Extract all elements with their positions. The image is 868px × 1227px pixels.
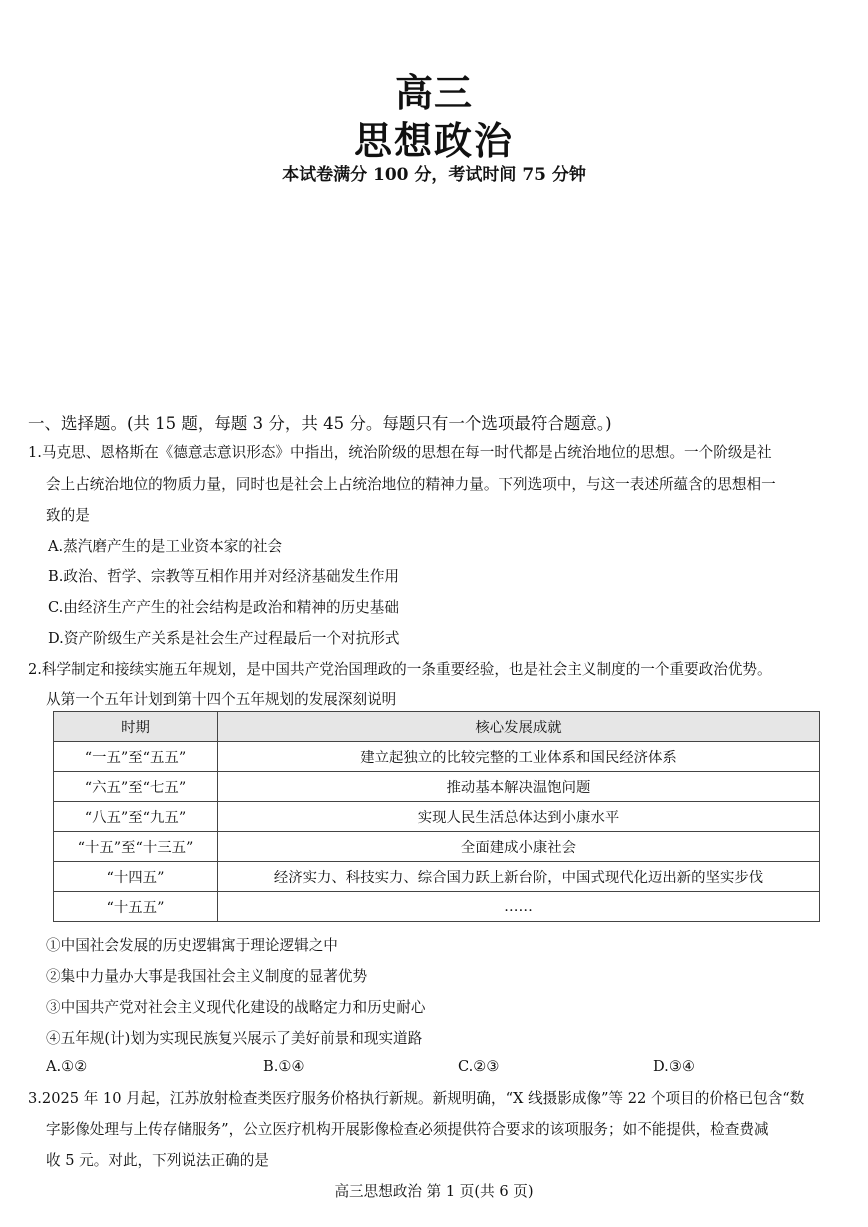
q1-option-c: C.由经济生产产生的社会结构是政治和精神的历史基础: [48, 599, 399, 616]
table-cell-achievement: 全面建成小康社会: [218, 832, 820, 862]
table-row: [54, 742, 820, 772]
q2-statement-4: ④五年规(计)划为实现民族复兴展示了美好前景和现实道路: [46, 1030, 423, 1047]
q1-stem-line: 致的是: [46, 507, 90, 524]
q3-stem-line: 字影像处理与上传存储服务”，公立医疗机构开展影像检查必须提供符合要求的该项服务；如不能提供，检查费减: [46, 1121, 769, 1138]
table-header-period: 时期: [54, 712, 218, 742]
exam-info: 本试卷满分 100 分，考试时间 75 分钟: [282, 165, 586, 185]
q2-statement-3: ③中国共产党对社会主义现代化建设的战略定力和历史耐心: [46, 999, 426, 1016]
page-footer: 高三思想政治 第 1 页(共 6 页): [334, 1183, 534, 1200]
table-cell-achievement: 经济实力、科技实力、综合国力跃上新台阶，中国式现代化迈出新的坚实步伐: [218, 862, 820, 892]
q2-stem-line: 2.科学制定和接续实施五年规划，是中国共产党治国理政的一条重要经验，也是社会主义制度的一个重要政治优势。: [28, 661, 772, 678]
q2-choice-b: B.①④: [263, 1058, 305, 1075]
table-cell-achievement: ……: [218, 892, 820, 922]
table-row: [54, 832, 820, 862]
table-row: [54, 862, 820, 892]
table-cell-achievement: 建立起独立的比较完整的工业体系和国民经济体系: [218, 742, 820, 772]
section-title: 一、选择题。(共 15 题，每题 3 分，共 45 分。每题只有一个选项最符合题意。): [28, 414, 612, 433]
q2-statement-2: ②集中力量办大事是我国社会主义制度的显著优势: [46, 968, 368, 985]
q1-stem-line: 会上占统治地位的物质力量，同时也是社会上占统治地位的精神力量。下列选项中，与这一表述所蕴含的思想相一: [46, 476, 776, 493]
q2-stem-line: 从第一个五年计划到第十四个五年规划的发展深刻说明: [46, 691, 397, 708]
q2-statement-1: ①中国社会发展的历史逻辑寓于理论逻辑之中: [46, 937, 338, 954]
table-cell-period: “八五”至“九五”: [54, 802, 218, 832]
table-cell-period: “十四五”: [54, 862, 218, 892]
subject-title: 思想政治: [353, 119, 514, 163]
q1-option-b: B.政治、哲学、宗教等互相作用并对经济基础发生作用: [48, 568, 400, 585]
table-cell-period: “十五五”: [54, 892, 218, 922]
table-cell-achievement: 推动基本解决温饱问题: [218, 772, 820, 802]
q1-stem-line: 1.马克思、恩格斯在《德意志意识形态》中指出，统治阶级的思想在每一时代都是占统治地位的思想。一个阶级是社: [28, 444, 772, 461]
table-cell-achievement: 实现人民生活总体达到小康水平: [218, 802, 820, 832]
table-header-achievement: 核心发展成就: [218, 712, 820, 742]
table-cell-period: “一五”至“五五”: [54, 742, 218, 772]
q1-option-a: A.蒸汽磨产生的是工业资本家的社会: [48, 538, 283, 555]
table-header-row: [54, 712, 820, 742]
grade-title: 高三: [394, 71, 473, 115]
q3-stem-line: 收 5 元。对此，下列说法正确的是: [46, 1152, 269, 1169]
table-row: [54, 892, 820, 922]
q3-stem-line: 3.2025 年 10 月起，江苏放射检查类医疗服务价格执行新规。新规明确，“X 线摄影成像”等 22 个项目的价格已包含“数: [28, 1090, 805, 1107]
five-year-plan-table: [53, 711, 820, 922]
q2-choice-a: A.①②: [46, 1058, 88, 1075]
q2-choice-d: D.③④: [653, 1058, 695, 1075]
q1-option-d: D.资产阶级生产关系是社会生产过程最后一个对抗形式: [48, 630, 400, 647]
table-row: [54, 802, 820, 832]
table-cell-period: “六五”至“七五”: [54, 772, 218, 802]
q2-choice-c: C.②③: [458, 1058, 500, 1075]
table-cell-period: “十五”至“十三五”: [54, 832, 218, 862]
table-row: [54, 772, 820, 802]
